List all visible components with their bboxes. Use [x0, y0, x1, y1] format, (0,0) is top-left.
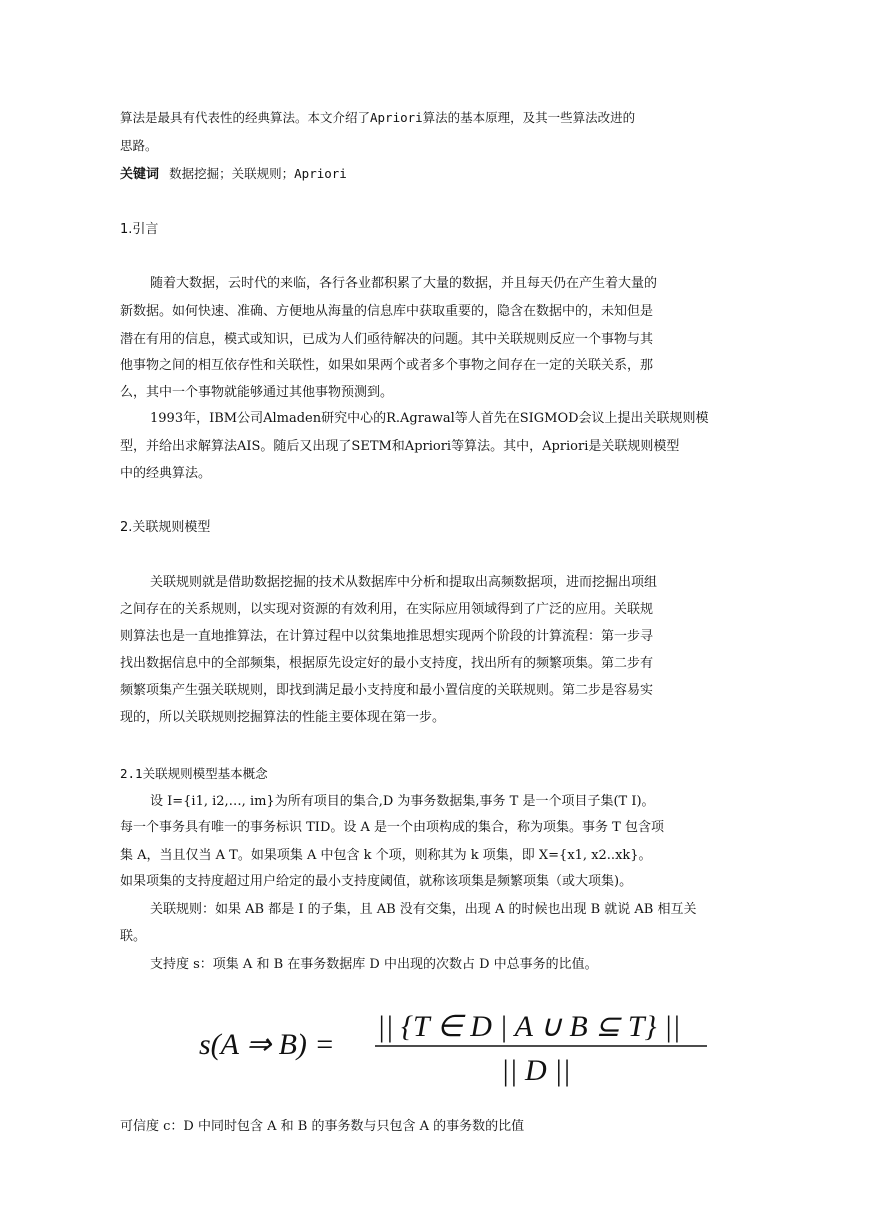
paragraph-line: 设 I={i1, i2,…, im}为所有项目的集合,D 为事务数据集,事务 T 是一个项目子集(T I)。 [150, 794, 655, 809]
formula-denominator: || D || [501, 1054, 571, 1087]
paragraph-line: 么，其中一个事物就能够通过其他事物预测到。 [120, 385, 394, 400]
paragraph-line: 频繁项集产生强关联规则，即找到满足最小支持度和最小置信度的关联规则。第二步是容易实 [120, 683, 654, 698]
paragraph-line: 现的，所以关联规则挖掘算法的性能主要体现在第一步。 [120, 710, 446, 725]
keywords-label: 关键词 [120, 167, 160, 182]
formula-lhs: s(A ⇒ B) = [199, 1028, 335, 1061]
paragraph-line: 支持度 s：项集 A 和 B 在事务数据库 D 中出现的次数占 D 中总事务的比值。 [150, 957, 598, 972]
paragraph-line: 关联规则就是借助数据挖掘的技术从数据库中分析和提取出高频数据项，进而挖掘出项组 [150, 575, 658, 590]
abstract-line-1: 算法是最具有代表性的经典算法。本文介绍了Apriori算法的基本原理，及其一些算法改进的 [120, 110, 636, 125]
paragraph-line: 型，并给出求解算法AIS。随后又出现了SETM和Apriori等算法。其中，Apriori是关联规则模型 [120, 439, 680, 454]
paragraph-line: 集 A，当且仅当 A T。如果项集 A 中包含 k 个项，则称其为 k 项集，即 X={x1, x2..xk}。 [120, 848, 652, 863]
paragraph-line: 如果项集的支持度超过用户给定的最小支持度阈值，就称该项集是频繁项集（或大项集)。 [120, 874, 633, 889]
formula-numerator: || {T ∈ D | A ∪ B ⊆ T} || [377, 1010, 681, 1043]
keywords-value: 数据挖掘；关联规则；Apriori [169, 166, 347, 181]
support-formula [195, 1008, 715, 1088]
paragraph-line: 联。 [120, 929, 147, 944]
section-heading-concepts: 2.1关联规则模型基本概念 [120, 766, 268, 781]
paragraph-line: 中的经典算法。 [120, 466, 212, 481]
keywords-row [120, 164, 750, 185]
paragraph-line: 可信度 c：D 中同时包含 A 和 B 的事务数与只包含 A 的事务数的比值 [120, 1119, 525, 1134]
paragraph-line: 之间存在的关系规则，以实现对资源的有效利用，在实际应用领域得到了广泛的应用。关联规 [120, 602, 654, 617]
section-heading-model: 2.关联规则模型 [120, 520, 211, 535]
section-heading-intro: 1.引言 [120, 222, 159, 237]
paragraph-line: 潜在有用的信息，模式或知识，已成为人们亟待解决的问题。其中关联规则反应一个事物与其 [120, 332, 654, 347]
paragraph-line: 1993年，IBM公司Almaden研究中心的R.Agrawal等人首先在SIGMOD会议上提出关联规则模 [150, 411, 709, 426]
paragraph-line: 每一个事务具有唯一的事务标识 TID。设 A 是一个由项构成的集合，称为项集。事务 T 包含项 [120, 820, 664, 835]
paragraph-line: 新数据。如何快速、准确、方便地从海量的信息库中获取重要的，隐含在数据中的，未知但是 [120, 304, 654, 319]
paragraph-line: 则算法也是一直地推算法，在计算过程中以贫集地推思想实现两个阶段的计算流程：第一步寻 [120, 629, 654, 644]
abstract-line-2: 思路。 [120, 138, 158, 153]
paragraph-line: 关联规则：如果 AB 都是 I 的子集，且 AB 没有交集，出现 A 的时候也出现 B 就说 AB 相互关 [150, 902, 697, 917]
paragraph-line: 随着大数据，云时代的来临，各行各业都积累了大量的数据，并且每天仍在产生着大量的 [150, 276, 658, 291]
paragraph-line: 找出数据信息中的全部频集，根据原先设定好的最小支持度，找出所有的频繁项集。第二步有 [120, 656, 654, 671]
paragraph-line: 他事物之间的相互依存性和关联性，如果如果两个或者多个事物之间存在一定的关联关系，那 [120, 358, 654, 373]
